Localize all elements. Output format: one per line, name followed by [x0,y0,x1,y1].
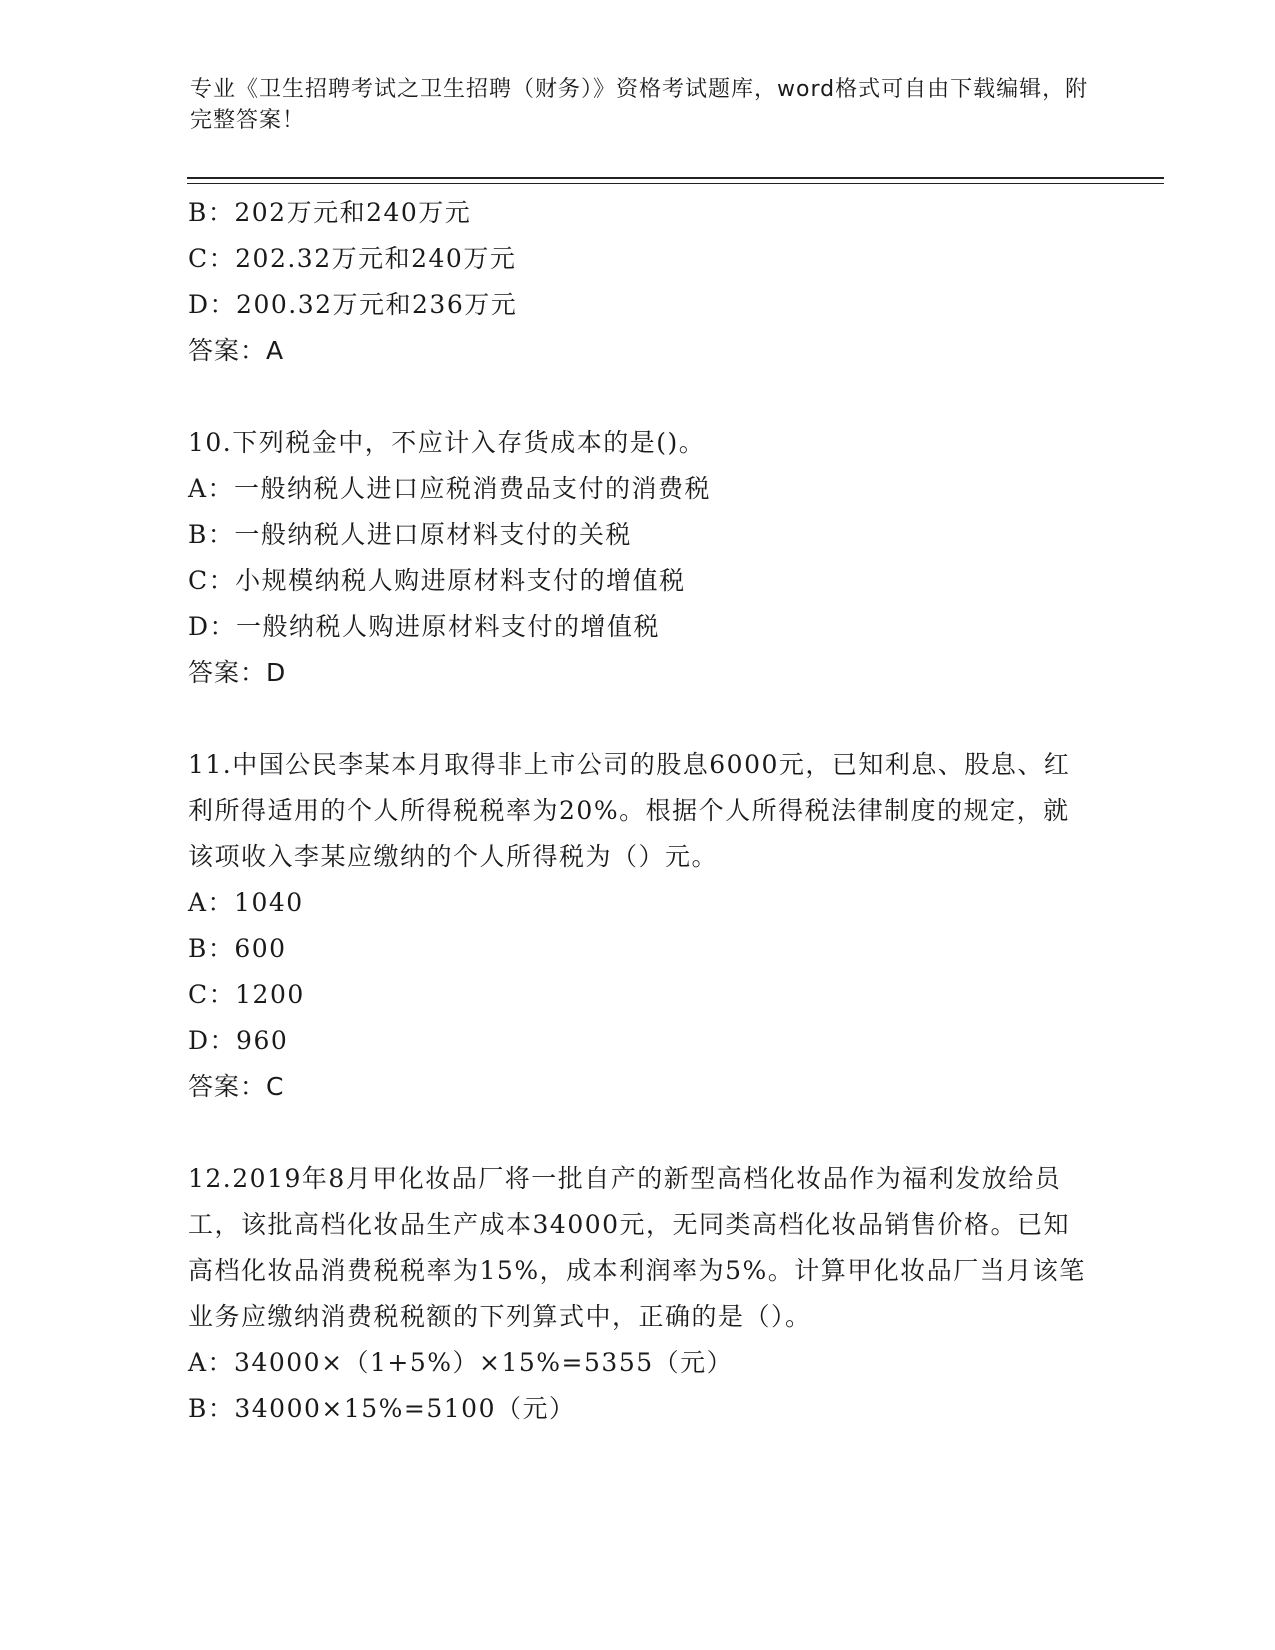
option-c: C：202.32万元和240万元 [188,244,517,273]
option-b: B：600 [188,934,287,963]
question-9-continued [188,190,1088,374]
question-stem: 11.中国公民李某本月取得非上市公司的股息6000元，已知利息、股息、红利所得适用的个人所得税税率为20%。根据个人所得税法律制度的规定，就该项收入李某应缴纳的个人所得税为（）元。 [188,750,1071,871]
question-10 [188,420,1088,696]
option-c: C：小规模纳税人购进原材料支付的增值税 [188,566,686,595]
question-stem: 10.下列税金中，不应计入存货成本的是()。 [188,428,706,457]
question-12 [188,1156,1088,1432]
option-a: A：一般纳税人进口应税消费品支付的消费税 [188,474,712,503]
option-b: B：202万元和240万元 [188,198,472,227]
option-d: D：960 [188,1026,289,1055]
spacer [188,696,1088,742]
answer-label: 答案：A [188,336,285,365]
option-b: B：一般纳税人进口原材料支付的关税 [188,520,632,549]
option-b: B：34000×15%=5100（元） [188,1394,576,1423]
header-divider [187,177,1164,179]
option-d: D：一般纳税人购进原材料支付的增值税 [188,612,661,641]
answer-label: 答案：C [188,1072,285,1101]
question-stem: 12.2019年8月甲化妆品厂将一批自产的新型高档化妆品作为福利发放给员工，该批高档化妆品生产成本34000元，无同类高档化妆品销售价格。已知高档化妆品消费税税率为15%，成本利润率为5%。计算甲化妆品厂当月该笔业务应缴纳消费税税额的下列算式中，正确的是（）。 [188,1164,1086,1331]
option-a: A：1040 [188,888,304,917]
option-a: A：34000×（1+5%）×15%=5355（元） [188,1348,734,1377]
option-d: D：200.32万元和236万元 [188,290,518,319]
spacer [188,1110,1088,1156]
question-11 [188,742,1088,1110]
option-c: C：1200 [188,980,305,1009]
question-content [188,190,1088,1432]
document-header: 专业《卫生招聘考试之卫生招聘（财务）》资格考试题库，word格式可自由下载编辑，附完整答案！ [190,77,1089,133]
answer-label: 答案：D [188,658,287,687]
spacer [188,374,1088,420]
header-divider-thin [187,183,1164,184]
